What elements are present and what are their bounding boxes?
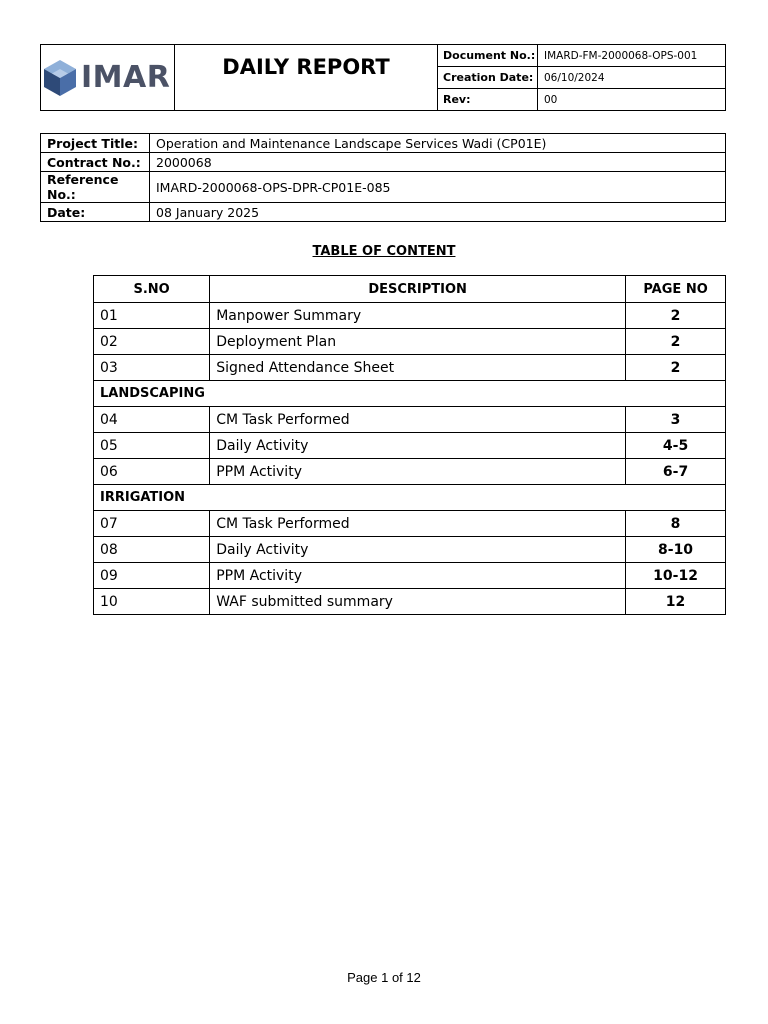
table-row	[94, 303, 726, 329]
row-description: Signed Attendance Sheet	[210, 355, 626, 381]
page-footer: Page 1 of 12	[347, 970, 421, 985]
table-row	[94, 459, 726, 485]
row-description: Daily Activity	[210, 433, 626, 459]
logo-text: IMAR	[81, 60, 171, 95]
document-no-label: Document No.:	[438, 45, 538, 67]
row-page: 2	[626, 355, 726, 381]
title-cell	[175, 45, 438, 111]
table-row	[94, 433, 726, 459]
col-pageno-header: PAGE NO	[626, 276, 726, 303]
toc-header-row	[94, 276, 726, 303]
row-sno: 02	[94, 329, 210, 355]
row-description: PPM Activity	[210, 563, 626, 589]
row-page: 4-5	[626, 433, 726, 459]
section-heading-landscaping: LANDSCAPING	[94, 381, 726, 407]
rev-value: 00	[538, 89, 726, 111]
company-logo	[41, 59, 174, 97]
col-description-header: DESCRIPTION	[210, 276, 626, 303]
row-description: WAF submitted summary	[210, 589, 626, 615]
reference-no-value: IMARD-2000068-OPS-DPR-CP01E-085	[150, 172, 726, 203]
project-info-row	[41, 203, 726, 222]
date-label: Date:	[41, 203, 150, 222]
row-sno: 06	[94, 459, 210, 485]
row-description: Daily Activity	[210, 537, 626, 563]
project-info-table	[40, 133, 726, 222]
row-sno: 10	[94, 589, 210, 615]
row-description: PPM Activity	[210, 459, 626, 485]
row-page: 12	[626, 589, 726, 615]
table-row	[94, 355, 726, 381]
row-sno: 07	[94, 511, 210, 537]
row-sno: 05	[94, 433, 210, 459]
row-sno: 08	[94, 537, 210, 563]
contract-no-value: 2000068	[150, 153, 726, 172]
reference-no-label: Reference No.:	[41, 172, 150, 203]
row-description: CM Task Performed	[210, 407, 626, 433]
cube-logo-icon	[43, 59, 77, 97]
project-info-row	[41, 153, 726, 172]
creation-date-label: Creation Date:	[438, 67, 538, 89]
row-sno: 04	[94, 407, 210, 433]
table-row	[94, 511, 726, 537]
project-info-row	[41, 134, 726, 153]
table-row	[94, 589, 726, 615]
table-row	[94, 563, 726, 589]
row-description: Deployment Plan	[210, 329, 626, 355]
document-no-value: IMARD-FM-2000068-OPS-001	[538, 45, 726, 67]
table-row	[94, 329, 726, 355]
rev-label: Rev:	[438, 89, 538, 111]
row-page: 2	[626, 303, 726, 329]
row-page: 2	[626, 329, 726, 355]
row-page: 10-12	[626, 563, 726, 589]
toc-title: TABLE OF CONTENT	[312, 244, 456, 259]
row-page: 3	[626, 407, 726, 433]
col-sno-header: S.NO	[94, 276, 210, 303]
row-sno: 03	[94, 355, 210, 381]
table-row	[94, 537, 726, 563]
row-description: CM Task Performed	[210, 511, 626, 537]
section-row-landscaping	[94, 381, 726, 407]
row-page: 8-10	[626, 537, 726, 563]
section-heading-irrigation: IRRIGATION	[94, 485, 726, 511]
date-value: 08 January 2025	[150, 203, 726, 222]
toc-table	[93, 275, 726, 615]
creation-date-value: 06/10/2024	[538, 67, 726, 89]
project-title-label: Project Title:	[41, 134, 150, 153]
contract-no-label: Contract No.:	[41, 153, 150, 172]
row-page: 8	[626, 511, 726, 537]
report-title: DAILY REPORT	[222, 55, 390, 79]
document-header	[40, 44, 726, 111]
logo-cell	[41, 45, 175, 111]
row-sno: 09	[94, 563, 210, 589]
section-row-irrigation	[94, 485, 726, 511]
row-sno: 01	[94, 303, 210, 329]
project-title-value: Operation and Maintenance Landscape Services Wadi (CP01E)	[150, 134, 726, 153]
table-row	[94, 407, 726, 433]
row-description: Manpower Summary	[210, 303, 626, 329]
row-page: 6-7	[626, 459, 726, 485]
project-info-row	[41, 172, 726, 203]
